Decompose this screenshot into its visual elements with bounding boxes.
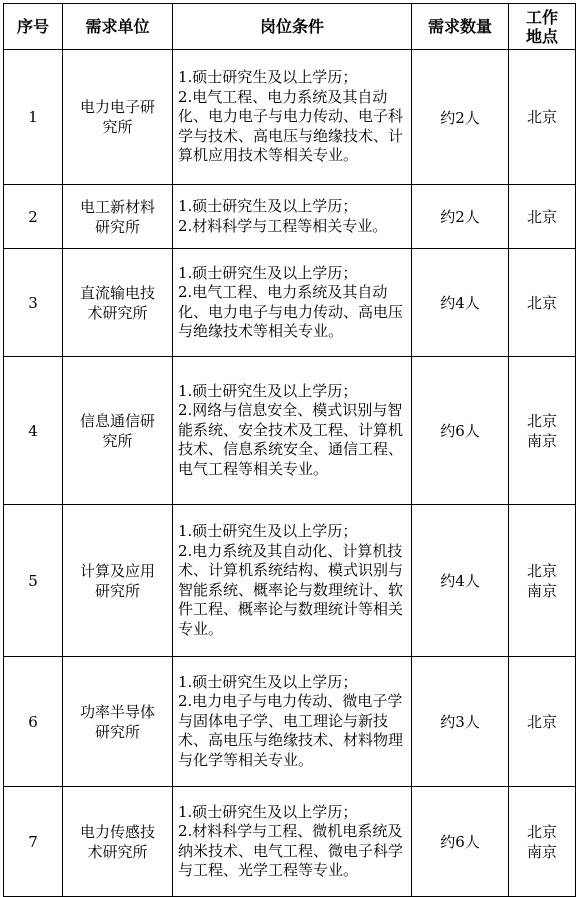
cell-cond bbox=[173, 787, 412, 897]
table-row bbox=[4, 249, 576, 357]
cell-unit-text: 功率半导体研究所 bbox=[79, 702, 155, 741]
cell-num-text: 4 bbox=[28, 421, 38, 440]
cell-loc bbox=[509, 505, 576, 657]
cell-loc-text: 北京南京 bbox=[526, 561, 557, 600]
cell-cond-text: 1.硕士研究生及以上学历； 2.网络与信息安全、模式识别与智能系统、安全技术及工程、计算机技术、信息系统安全、通信工程、电气工程等相关专业。 bbox=[178, 381, 404, 478]
cell-loc bbox=[509, 50, 576, 185]
cell-unit bbox=[63, 249, 173, 357]
table-row bbox=[4, 185, 576, 249]
cell-count bbox=[412, 787, 509, 897]
cell-loc-text: 北京南京 bbox=[526, 822, 557, 861]
cell-loc bbox=[509, 787, 576, 897]
cell-num-text: 2 bbox=[28, 207, 38, 226]
cell-cond-text: 1.硕士研究生及以上学历； 2.材料科学与工程、微机电系统及纳米技术、电气工程、微电子科学与工程、光学工程等专业。 bbox=[178, 802, 404, 879]
header-cond: 岗位条件 bbox=[173, 4, 412, 50]
cell-num bbox=[4, 505, 63, 657]
job-requirements-table bbox=[3, 3, 576, 897]
header-count: 需求数量 bbox=[412, 4, 509, 50]
cell-unit bbox=[63, 505, 173, 657]
cell-cond bbox=[173, 357, 412, 505]
table-row bbox=[4, 50, 576, 185]
cell-count bbox=[412, 505, 509, 657]
cell-loc bbox=[509, 657, 576, 787]
cell-loc-text: 北京 bbox=[526, 108, 557, 126]
cell-cond bbox=[173, 249, 412, 357]
cell-num-text: 3 bbox=[28, 293, 38, 312]
cell-unit-text: 电力电子研究所 bbox=[79, 98, 155, 136]
cell-cond bbox=[173, 185, 412, 249]
cell-loc bbox=[509, 357, 576, 505]
cell-cond bbox=[173, 50, 412, 185]
cell-count-text: 约6人 bbox=[440, 422, 480, 440]
cell-cond-text: 1.硕士研究生及以上学历； 2.电气工程、电力系统及其自动化、电力电子与电力传动、电子科学与技术、高电压与绝缘技术、计算机应用技术等相关专业。 bbox=[178, 68, 404, 165]
cell-count bbox=[412, 357, 509, 505]
table-row bbox=[4, 787, 576, 897]
cell-count bbox=[412, 185, 509, 249]
cell-cond-text: 1.硕士研究生及以上学历； 2.电气工程、电力系统及其自动化、电力电子与电力传动、高电压与绝缘技术等相关专业。 bbox=[178, 263, 404, 340]
header-unit: 需求单位 bbox=[63, 4, 173, 50]
cell-cond bbox=[173, 657, 412, 787]
cell-num-text: 5 bbox=[28, 571, 38, 590]
cell-count-text: 约2人 bbox=[440, 108, 480, 127]
cell-num bbox=[4, 185, 63, 249]
cell-unit-text: 电力传感技术研究所 bbox=[79, 822, 155, 861]
header-num: 序号 bbox=[4, 4, 63, 50]
cell-num-text: 6 bbox=[28, 712, 38, 731]
cell-unit bbox=[63, 357, 173, 505]
cell-unit bbox=[63, 185, 173, 249]
cell-cond-text: 1.硕士研究生及以上学历； 2.材料科学与工程等相关专业。 bbox=[178, 197, 388, 235]
cell-unit bbox=[63, 787, 173, 897]
table-row bbox=[4, 657, 576, 787]
cell-count bbox=[412, 249, 509, 357]
cell-num bbox=[4, 357, 63, 505]
cell-loc bbox=[509, 249, 576, 357]
cell-count-text: 约3人 bbox=[440, 713, 480, 731]
cell-unit-text: 信息通信研究所 bbox=[79, 411, 155, 450]
cell-loc-text: 北京 bbox=[526, 712, 557, 731]
cell-unit bbox=[63, 657, 173, 787]
cell-unit-text: 计算及应用研究所 bbox=[79, 561, 155, 600]
cell-count-text: 约4人 bbox=[440, 294, 480, 312]
table-row bbox=[4, 357, 576, 505]
cell-loc-text: 北京南京 bbox=[526, 411, 557, 450]
table-row bbox=[4, 505, 576, 657]
cell-count bbox=[412, 657, 509, 787]
header-loc: 工作地点 bbox=[509, 4, 576, 50]
cell-num bbox=[4, 657, 63, 787]
cell-unit bbox=[63, 50, 173, 185]
cell-count-text: 约2人 bbox=[440, 208, 480, 226]
cell-unit-text: 电工新材料研究所 bbox=[79, 197, 155, 236]
cell-unit-text: 直流输电技术研究所 bbox=[79, 283, 155, 322]
cell-num-text: 7 bbox=[28, 832, 38, 851]
cell-cond-text: 1.硕士研究生及以上学历； 2.电力电子与电力传动、微电子学与固体电子学、电工理论与新技术、高电压与绝缘技术、材料物理与化学等相关专业。 bbox=[178, 672, 404, 769]
cell-loc-text: 北京 bbox=[526, 207, 557, 226]
cell-count-text: 约4人 bbox=[440, 572, 480, 590]
cell-count-text: 约6人 bbox=[440, 833, 480, 851]
cell-loc bbox=[509, 185, 576, 249]
cell-cond bbox=[173, 505, 412, 657]
cell-count bbox=[412, 50, 509, 185]
cell-num bbox=[4, 787, 63, 897]
cell-cond-text: 1.硕士研究生及以上学历； 2.电力系统及其自动化、计算机技术、计算机系统结构、模式识别与智能系统、概率论与数理统计、软件工程、概率论与数理统计等相关专业。 bbox=[178, 522, 404, 638]
table-header-row bbox=[4, 4, 576, 50]
cell-num bbox=[4, 50, 63, 185]
cell-loc-text: 北京 bbox=[526, 293, 557, 312]
cell-num bbox=[4, 249, 63, 357]
cell-num-text: 1 bbox=[28, 108, 38, 126]
